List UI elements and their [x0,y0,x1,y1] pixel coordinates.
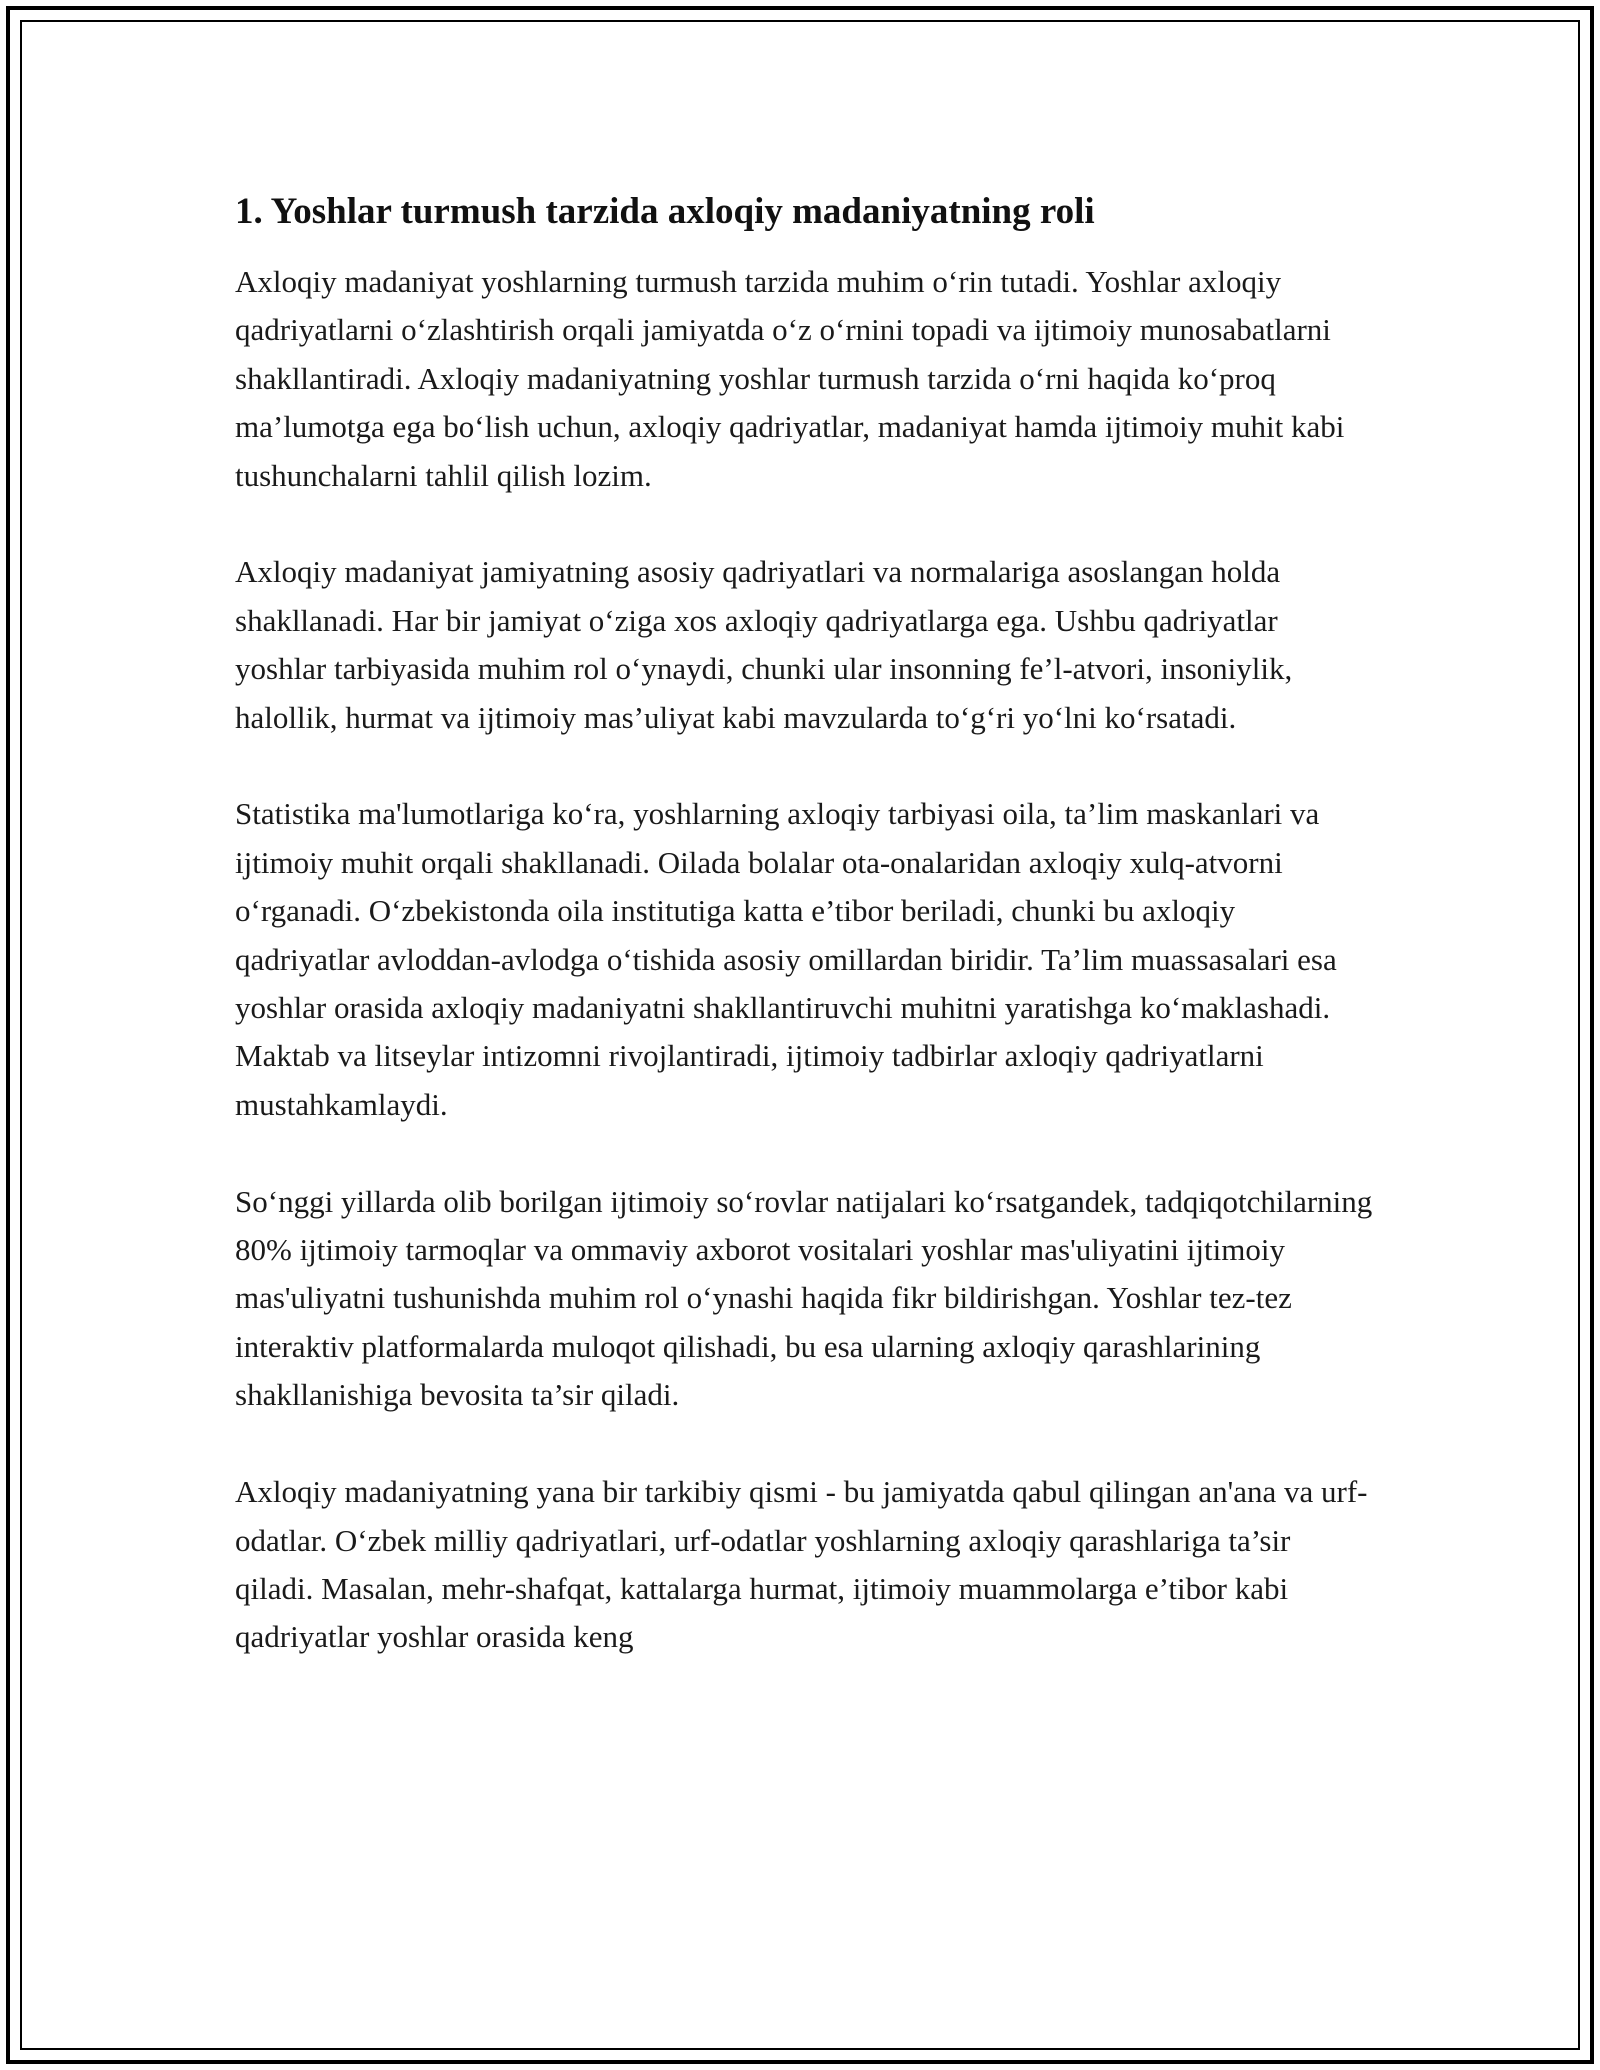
paragraph-2: Axloqiy madaniyat jamiyatning asosiy qadriyatlari va normalariga asoslangan holda shakllanadi. Har bir jamiyat o‘ziga xos axloqiy qadriyatlarga ega. Ushbu qadriyatlar yoshlar tarbiyasida muhim rol o‘ynaydi, chunki ular insonning fe’l-atvori, insoniylik, halollik, hurmat va ijtimoiy mas’uliyat kabi mavzularda to‘g‘ri yo‘lni ko‘rsatadi. [235,554,1293,735]
paragraph-5: Axloqiy madaniyatning yana bir tarkibiy qismi - bu jamiyatda qabul qilingan an'ana va urf-odatlar. O‘zbek milliy qadriyatlari, urf-odatlar yoshlarning axloqiy qarashlariga ta’sir qiladi. Masalan, mehr-shafqat, kattalarga hurmat, ijtimoiy muammolarga e’tibor kabi qadriyatlar yoshlar orasida keng [235,1474,1368,1655]
paragraph-1: Axloqiy madaniyat yoshlarning turmush tarzida muhim o‘rin tutadi. Yoshlar axloqiy qadriyatlarni o‘zlashtirish orqali jamiyatda o‘z o‘rnini topadi va ijtimoiy munosabatlarni shakllantiradi. Axloqiy madaniyatning yoshlar turmush tarzida o‘rni haqida ko‘proq ma’lumotga ega bo‘lish uchun, axloqiy qadriyatlar, madaniyat hamda ijtimoiy muhit kabi tushunchalarni tahlil qilish lozim. [235,264,1345,493]
paragraph-3: Statistika ma'lumotlariga ko‘ra, yoshlarning axloqiy tarbiyasi oila, ta’lim maskanlari va ijtimoiy muhit orqali shakllanadi. Oilada bolalar ota-onalaridan axloqiy xulq-atvorni o‘rganadi. O‘zbekistonda oila institutiga katta e’tibor beriladi, chunki bu axloqiy qadriyatlar avloddan-avlodga o‘tishida asosiy omillardan biridir. Ta’lim muassasalari esa yoshlar orasida axloqiy madaniyatni shakllantiruvchi muhitni yaratishga ko‘maklashadi. Maktab va litseylar intizomni rivojlantiradi, ijtimoiy tadbirlar axloqiy qadriyatlarni mustahkamlaydi. [235,796,1337,1122]
paragraph-4: So‘nggi yillarda olib borilgan ijtimoiy so‘rovlar natijalari ko‘rsatgandek, tadqiqotchilarning 80% ijtimoiy tarmoqlar va ommaviy axborot vositalari yoshlar mas'uliyatini ijtimoiy mas'uliyatni tushunishda muhim rol o‘ynashi haqida fikr bildirishgan. Yoshlar tez-tez interaktiv platformalarda muloqot qilishadi, bu esa ularning axloqiy qarashlarining shakllanishiga bevosita ta’sir qiladi. [235,1183,1373,1413]
document-body [235,186,1375,1662]
section-title: 1. Yoshlar turmush tarzida axloqiy madaniyatning roli [235,191,1095,232]
